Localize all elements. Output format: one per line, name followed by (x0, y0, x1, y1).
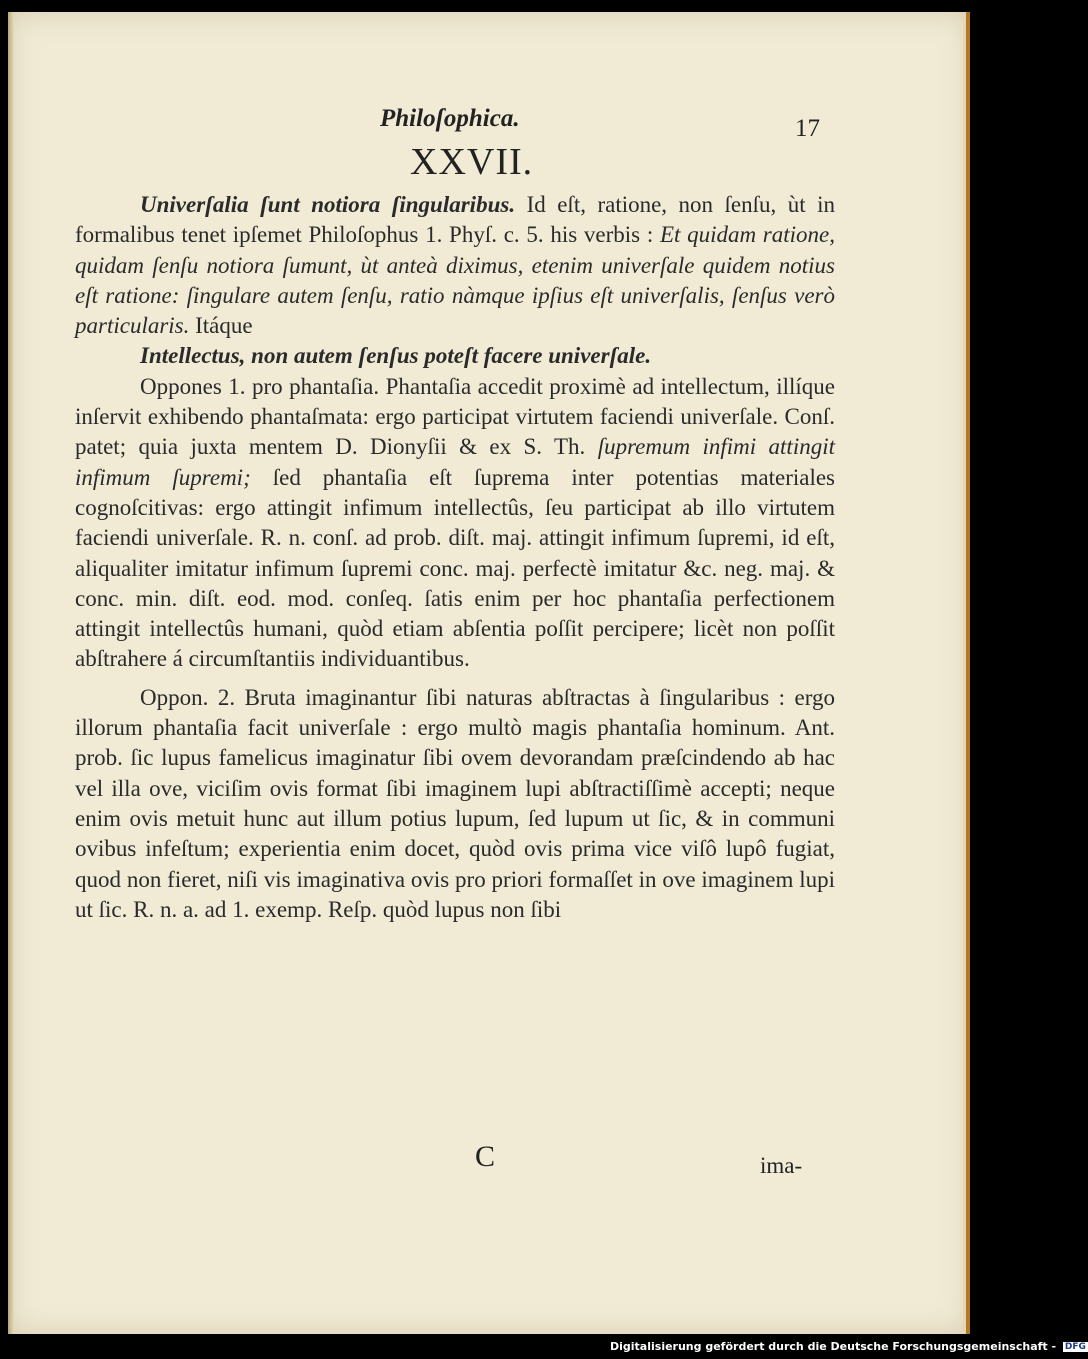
thesis-quote: Et quidam ratione, quidam ſenſu notiora ſumunt, ùt anteà diximus, etenim univerſale quidem notius eſt ratione: ſingulare autem ſenſu, ratio nàmque ipſius eſt univerſalis, ſenſus verò particularis. (75, 222, 835, 339)
objection-1-lead: Oppones 1. pro phantaſia. Phantaſia accedit proximè ad intellectum, illíque inſervit exhibendo phantaſmata: ergo participat virtutem faciendi univerſale. Conſ. patet; quia juxta mentem D. Dionyſii & ex S. Th. (75, 373, 835, 460)
thesis-lead: Univerſalia ſunt notiora ſingularibus. (140, 192, 516, 217)
digitization-credit (610, 1340, 1088, 1353)
catchword: ima- (760, 1153, 803, 1178)
corollary: Intellectus, non autem ſenſus poteſt facere univerſale. (140, 343, 652, 369)
objection-1-rest: ſed phantaſia eſt ſuprema inter potentias materiales cognoſcitivas: ergo attingit infimum intellectûs, ſeu participat ab illo virtutem faciendi univerſale. R. n. conſ. ad prob. diſt. maj. attingit infimum ſupremi, id eſt, aliqualiter imitatur infimum ſupremi conc. maj. perfectè imitatur &c. neg. maj. & conc. min. diſt. eod. mod. conſeq. ſatis enim per hoc phantaſia perfectionem attingit intellectûs humani, quòd etiam abſentia poſſit percipere; licèt non poſſit abſtrahere á circumſtantiis individuantibus. (75, 464, 836, 672)
page-spine (8, 12, 14, 1334)
page-edge (966, 12, 970, 1334)
objection-1-quote: ſupremum infimi attingit infimum ſupremi; (75, 434, 835, 490)
objection-1 (75, 372, 835, 675)
page-number: 17 (795, 115, 820, 142)
thesis-explanation: Id eſt, ratione, non ſenſu, ùt in formalibus tenet ipſemet Philoſophus 1. Phyſ. c. 5. his verbis : (75, 192, 836, 248)
running-title: Philoſophica. (380, 105, 520, 132)
signature-mark: C (475, 1140, 496, 1173)
section-number: XXVII. (410, 141, 534, 183)
objection-2: Oppon. 2. Bruta imaginantur ſibi naturas abſtractas à ſingularibus : ergo illorum phantaſia facit univerſale : ergo multò magis phantaſia hominum. Ant. prob. ſic lupus famelicus imaginatur ſibi ovem devorandam præſcindendo ab hac vel illa ove, viciſim ovis format ſibi imaginem lupi abſtractiſſimè accepti; neque enim ovis metuit hunc aut illum potius lupum, ſed lupum ut ſic, & in communi ovibus infeſtum; experientia enim docet, quòd ovis prima vice viſô lupô fugiat, quod non fieret, niſi vis imaginativa ovis pro priori formaſſet in ove imaginem lupi ut ſic. R. n. a. ad 1. exemp. Reſp. quòd lupus non ſibi (75, 684, 835, 922)
thesis-paragraph (75, 190, 835, 341)
credit-text: Digitalisierung gefördert durch die Deutsche Forschungsgemeinschaft - (610, 1340, 1057, 1353)
body-text (75, 190, 835, 925)
dfg-logo: DFG (1064, 1342, 1086, 1352)
thesis-tail: Itáque (195, 313, 253, 339)
